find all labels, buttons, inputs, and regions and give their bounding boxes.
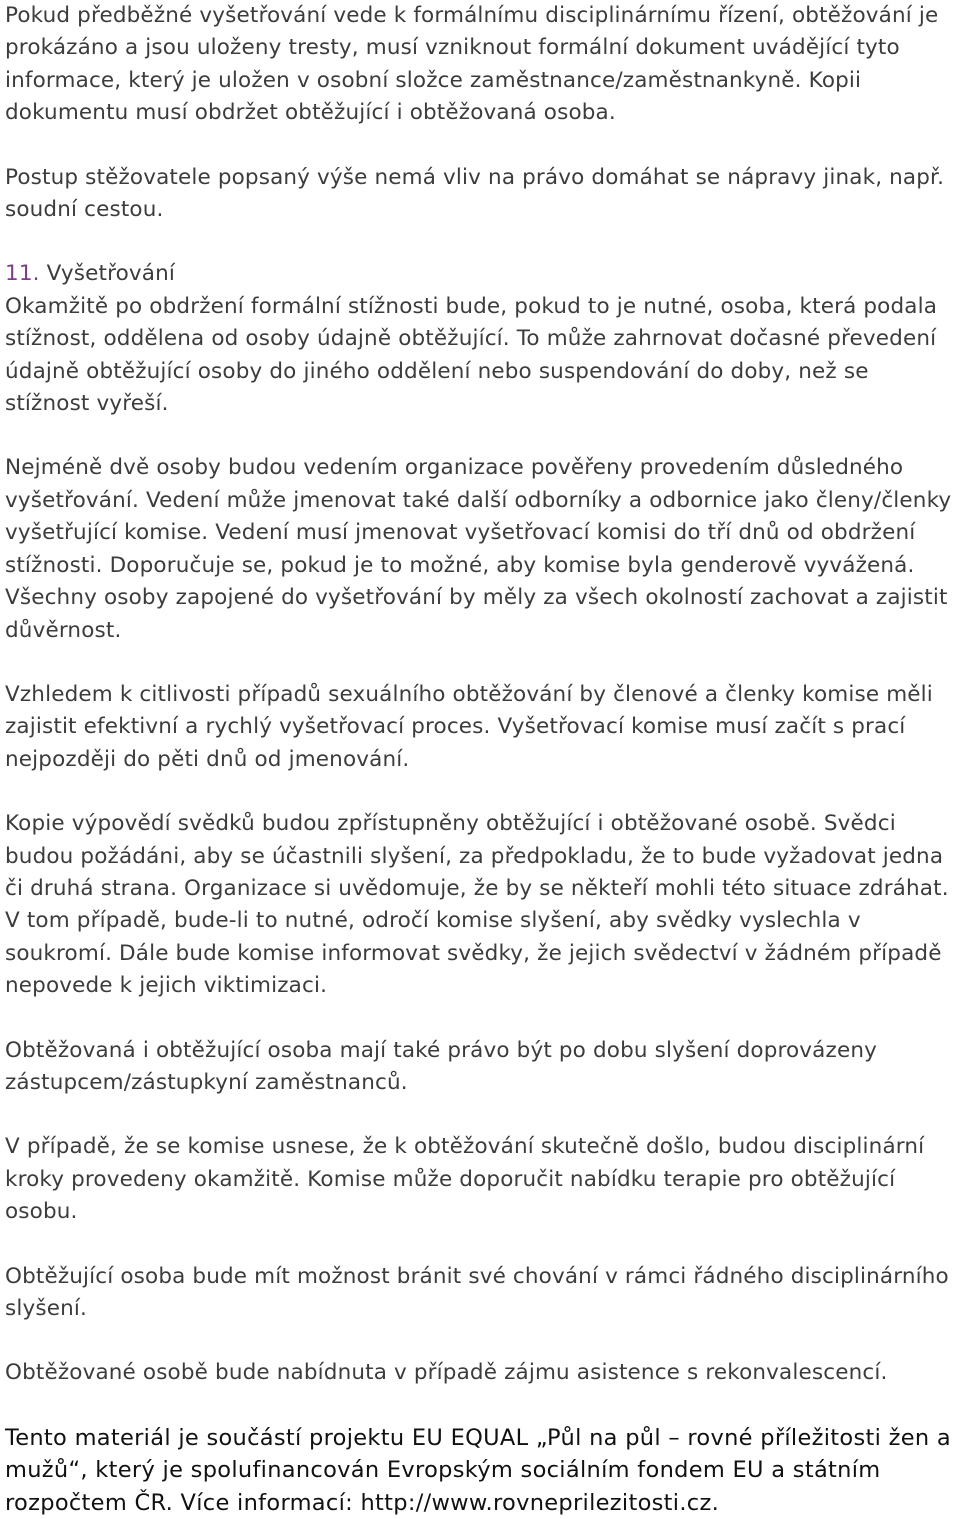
- paragraph-separation: Okamžitě po obdržení formální stížnosti bude, pokud to je nutné, osoba, která podala stížnost, oddělena od osoby údajně obtěžující. To může zahrnovat dočasné převedení údajně obtěžující osoby do jiného oddělení nebo suspendování do doby, než se stížnost vyřeší.: [5, 293, 938, 417]
- section-number: 11.: [5, 261, 40, 287]
- paragraph-legal-remedy: Postup stěžovatele popsaný výše nemá vliv na právo domáhat se nápravy jinak, např. soudní cestou.: [5, 164, 945, 223]
- paragraph-defense: Obtěžující osoba bude mít možnost bránit své chování v rámci řádného disciplinárního slyšení.: [5, 1263, 949, 1321]
- paragraph-sensitivity: Vzhledem k citlivosti případů sexuálního obtěžování by členové a členky komise měli zajistit efektivní a rychlý vyšetřovací proces. Vyšetřovací komise musí začít s prací nejpozději do pěti dnů od jmenování.: [5, 681, 933, 772]
- paragraph-representation: Obtěžovaná i obtěžující osoba mají také právo být po dobu slyšení doprovázeny zástupcem/zástupkyní zaměstnanců.: [5, 1037, 877, 1095]
- section-heading: [5, 258, 957, 290]
- footer-project-note: Tento materiál je součástí projektu EU EQUAL „Půl na půl – rovné příležitosti žen a mužů“, který je spolufinancován Evropským sociálním fondem EU a státním rozpočtem ČR. Více informací: http://www.rovneprilezitosti.cz.: [5, 1424, 951, 1516]
- paragraph-disciplinary-steps: V případě, že se komise usnese, že k obtěžování skutečně došlo, budou disciplinární kroky provedeny okamžitě. Komise může doporučit nabídku terapie pro obtěžující osobu.: [5, 1134, 925, 1225]
- paragraph-witnesses: Kopie výpovědí svědků budou zpřístupněny obtěžující i obtěžované osobě. Svědci budou požádáni, aby se účastnili slyšení, za předpokladu, že to bude vyžadovat jedna či druhá strana. Organizace si uvědomuje, že by se někteří mohli této situace zdráhat. V tom případě, bude-li to nutné, odročí komise slyšení, aby svědky vyslechla v soukromí. Dále bude komise informovat svědky, že jejich svědectví v žádném případě nepovede k jejich viktimizaci.: [5, 811, 949, 999]
- section-title: Vyšetřování: [46, 261, 176, 287]
- paragraph-investigators: Nejméně dvě osoby budou vedením organizace pověřeny provedením důsledného vyšetřování. Vedení může jmenovat také další odborníky a odbornice jako členy/členky vyšetřující komise. Vedení musí jmenovat vyšetřovací komisi do tří dnů od obdržení stížnosti. Doporučuje se, pokud je to možné, aby komise byla genderově vyvážená. Všechny osoby zapojené do vyšetřování by měly za všech okolností zachovat a zajistit důvěrnost.: [5, 455, 952, 643]
- paragraph-assistance: Obtěžované osobě bude nabídnuta v případě zájmu asistence s rekonvalescencí.: [5, 1360, 888, 1386]
- document-page: [5, 0, 957, 1519]
- paragraph-disciplinary-record: Pokud předběžné vyšetřování vede k formálnímu disciplinárnímu řízení, obtěžování je prokázáno a jsou uloženy tresty, musí vzniknout formální dokument uvádějící tyto informace, který je uložen v osobní složce zaměstnance/zaměstnankyně. Kopii dokumentu musí obdržet obtěžující i obtěžovaná osoba.: [5, 3, 939, 126]
